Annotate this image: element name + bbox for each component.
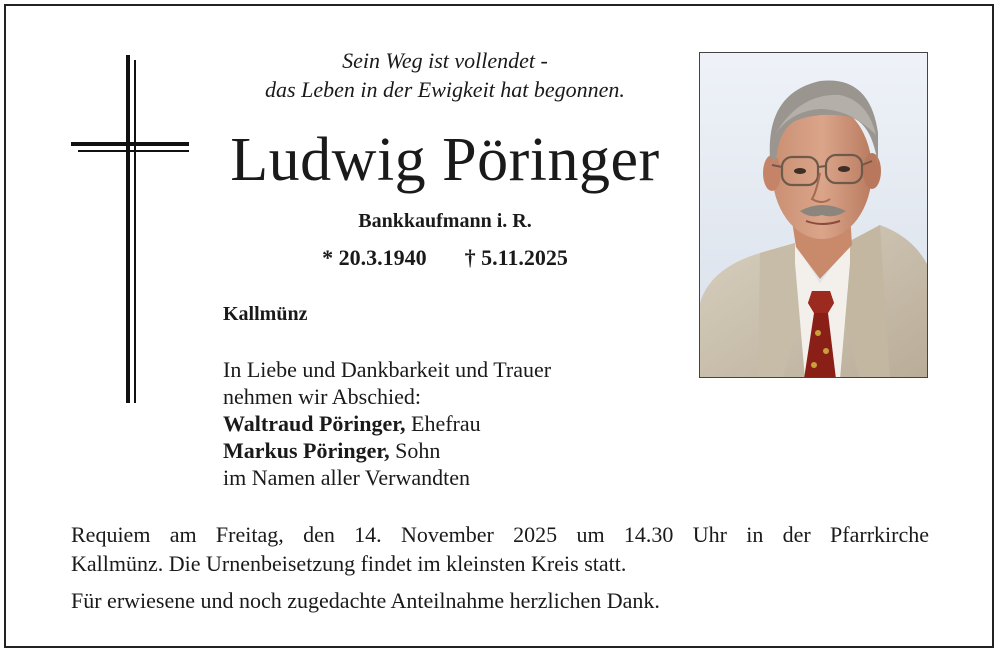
mourner-relation: Ehefrau <box>405 411 481 436</box>
mourner-relation: Sohn <box>389 438 441 463</box>
requiem-line-2: Kallmünz. Die Urnenbeisetzung findet im kleinsten Kreis statt. <box>71 551 627 576</box>
mourners-closing: im Namen aller Verwandten <box>223 465 471 490</box>
mourners-block <box>223 356 551 491</box>
motto <box>220 46 670 104</box>
motto-line-2: das Leben in der Ewigkeit hat begonnen. <box>265 77 625 102</box>
mourner-markus <box>223 437 551 464</box>
mourner-name: Markus Pöringer, <box>223 438 390 463</box>
motto-line-1: Sein Weg ist vollendet - <box>342 48 548 73</box>
deceased-name: Ludwig Pöringer <box>230 126 660 194</box>
portrait-photo <box>699 52 928 378</box>
mourner-name: Waltraud Pöringer, <box>223 411 406 436</box>
birth-date: * 20.3.1940 <box>322 245 427 270</box>
requiem-text <box>71 520 929 578</box>
mourners-intro-2: nehmen wir Abschied: <box>223 384 421 409</box>
deceased-profession: Bankkaufmann i. R. <box>358 210 532 232</box>
thanks-text: Für erwiesene und noch zugedachte Anteilnahme herzlichen Dank. <box>71 588 660 613</box>
life-dates <box>220 244 670 272</box>
mourners-intro-1: In Liebe und Dankbarkeit und Trauer <box>223 357 552 382</box>
mourner-waltraud <box>223 410 551 437</box>
death-date: † 5.11.2025 <box>464 245 568 270</box>
deceased-place: Kallmünz <box>223 303 308 325</box>
requiem-line-1: Requiem am Freitag, den 14. November 2025 um 14.30 Uhr in der Pfarrkirche <box>71 522 929 547</box>
